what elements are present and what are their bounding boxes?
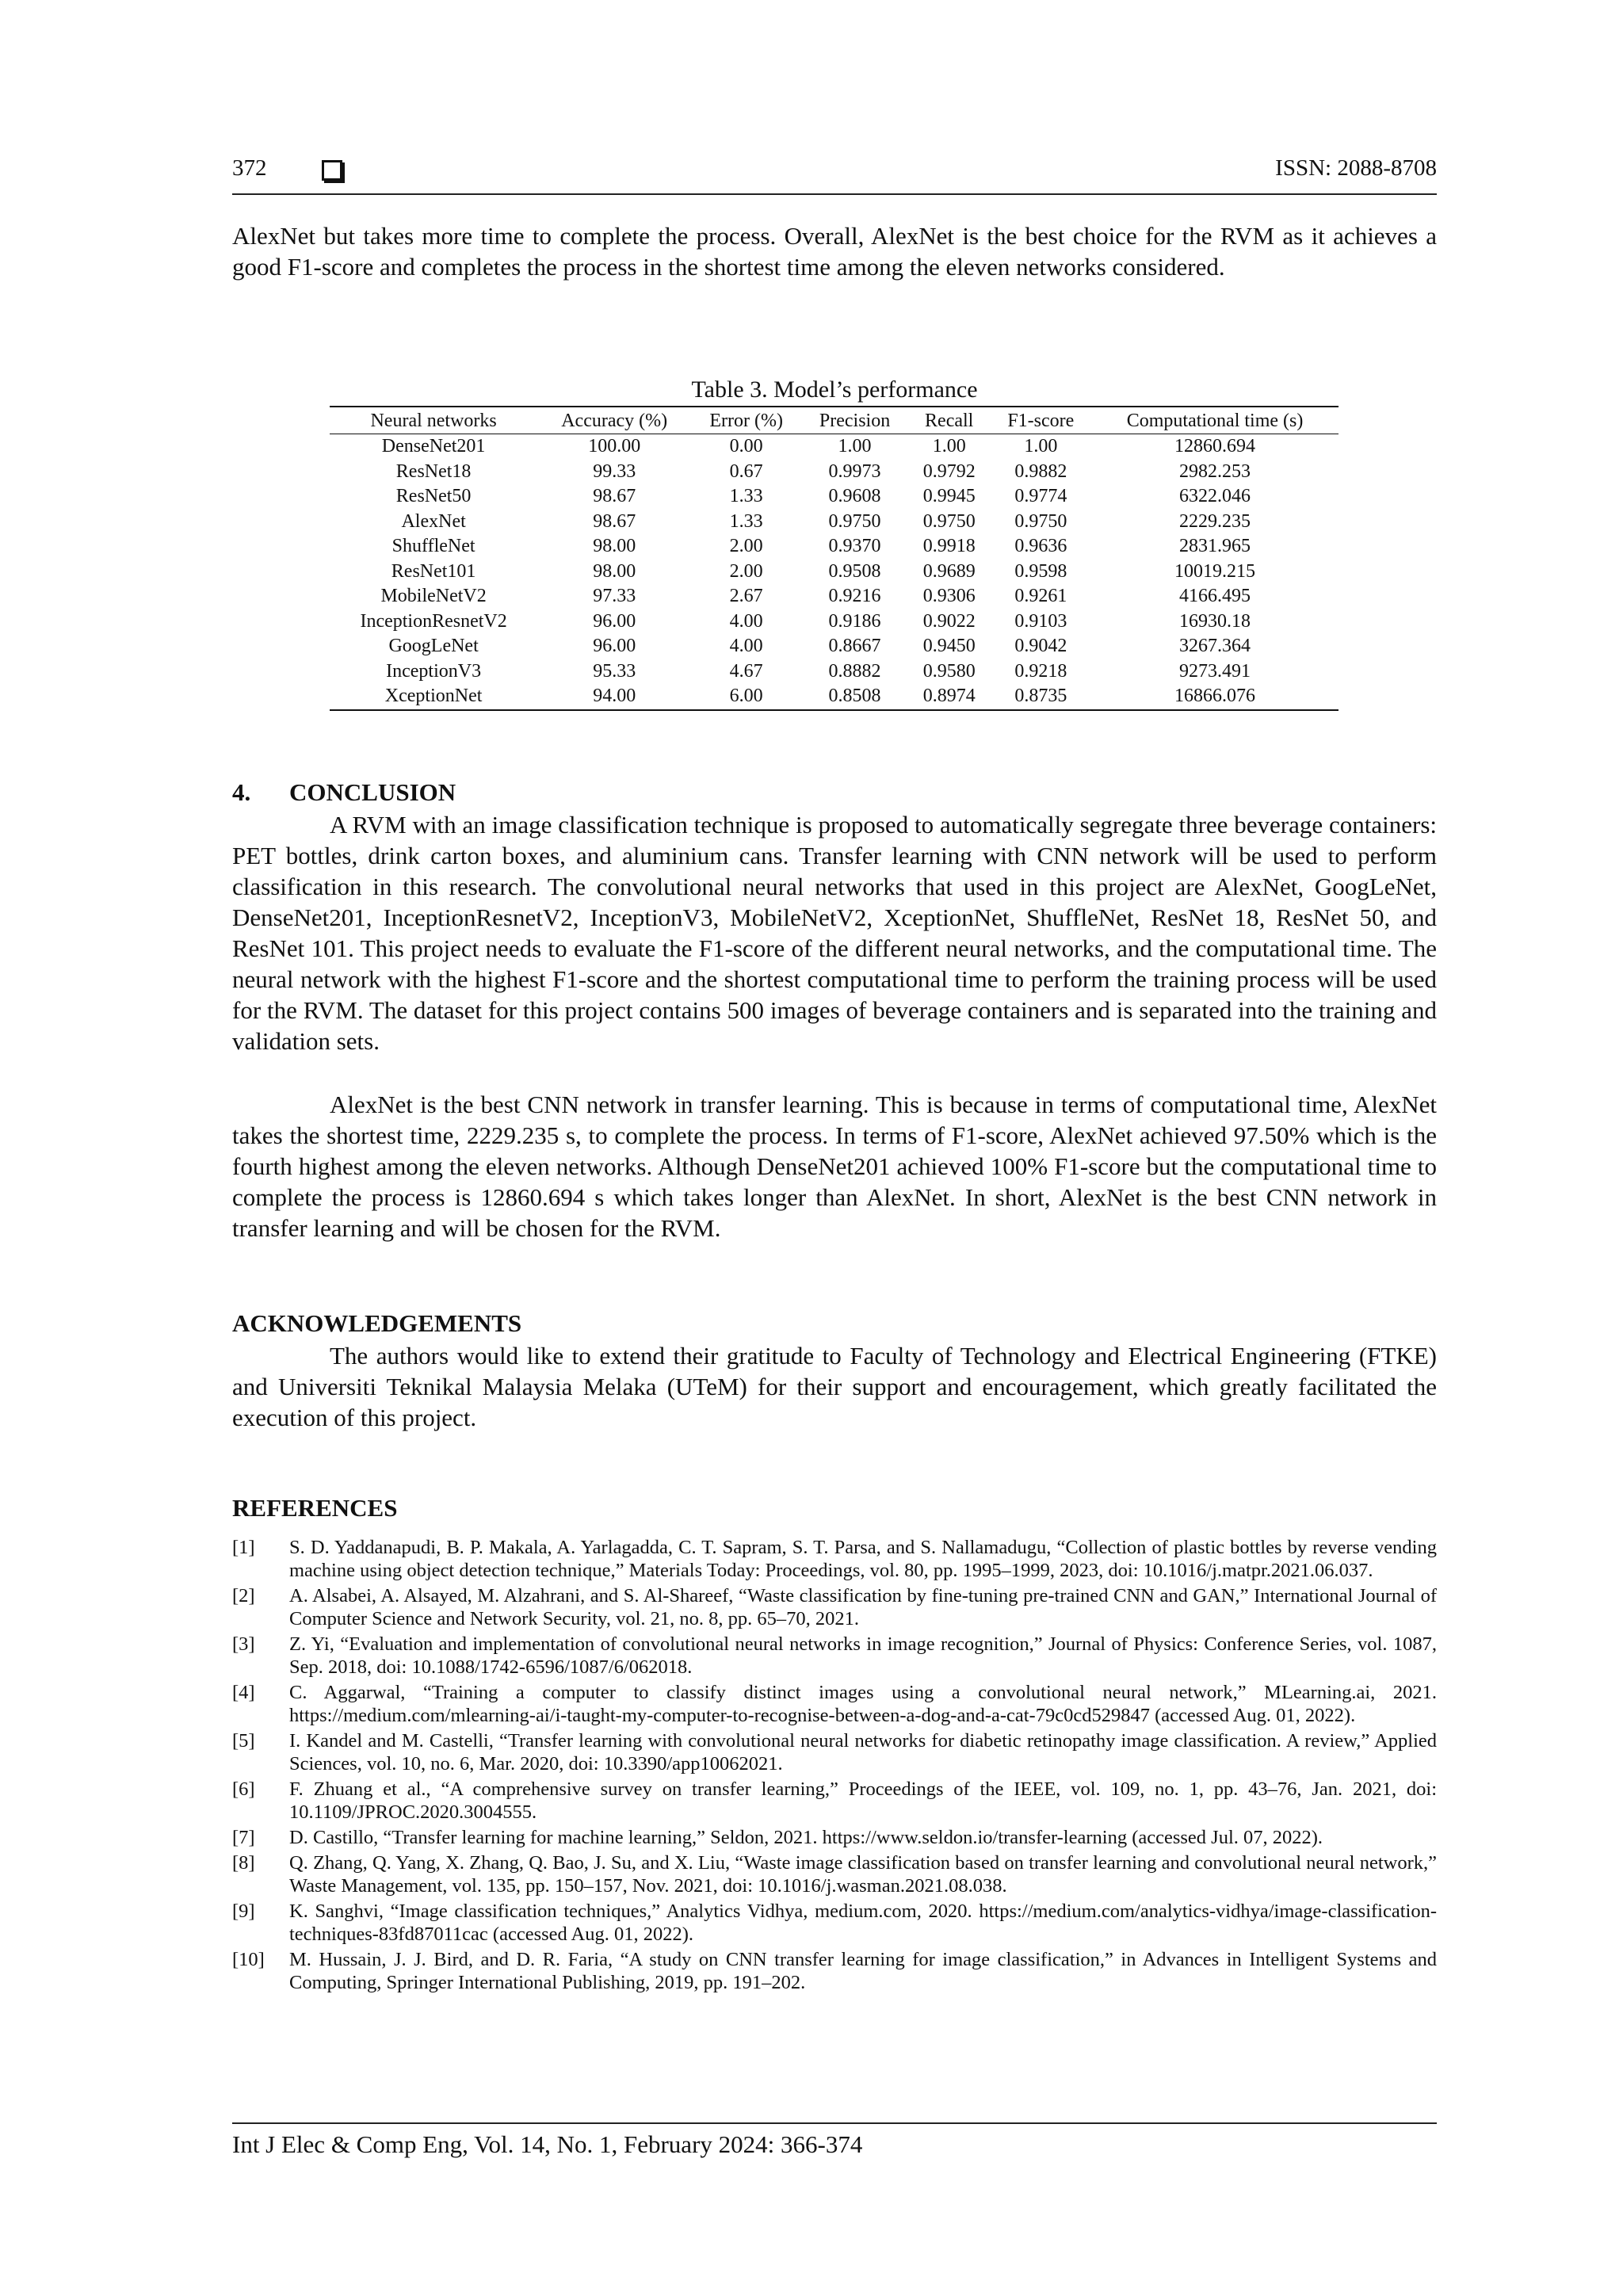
table-cell: MobileNetV2 <box>380 586 487 606</box>
reference-item <box>232 1778 1437 1824</box>
table-cell: 4166.495 <box>1179 586 1251 606</box>
table-row <box>330 634 1338 659</box>
reference-item <box>232 1900 1437 1946</box>
table-cell: DenseNet201 <box>381 436 486 457</box>
reference-text: I. Kandel and M. Castelli, “Transfer learning with convolutional neural networks for diabetic retinopathy image classification. A review,” Applied Sciences, vol. 10, no. 6, Mar. 2020, doi: 10.3390/app10062021. <box>289 1730 1437 1775</box>
table-cell: 96.00 <box>593 636 636 656</box>
reference-text: F. Zhuang et al., “A comprehensive survey on transfer learning,” Proceedings of the IEEE, vol. 109, no. 1, pp. 43–76, Jan. 2021, doi: 10.1109/JPROC.2020.3004555. <box>289 1778 1437 1823</box>
column-header: Accuracy (%) <box>537 407 691 434</box>
page-footer: Int J Elec & Comp Eng, Vol. 14, No. 1, February 2024: 366-374 <box>232 2122 1437 2159</box>
table-cell: 1.33 <box>729 510 763 532</box>
table-cell: 0.8974 <box>908 684 991 710</box>
table-cell: 6322.046 <box>1179 486 1251 506</box>
reference-text: S. D. Yaddanapudi, B. P. Makala, A. Yarlagadda, C. T. Sapram, S. T. Parsa, and S. Nallamadugu, “Collection of plastic bottles by reverse vending machine using object detection technique,” Materials Today: Proceedings, vol. 80, pp. 1995–1999, 2023, doi: 10.1016/j.matpr.2021.06.037. <box>289 1537 1437 1581</box>
table-cell: 4.00 <box>729 610 763 632</box>
table-row <box>330 560 1338 585</box>
table-cell: InceptionV3 <box>386 660 482 682</box>
table-cell: 0.9218 <box>1014 660 1067 682</box>
table-row <box>330 460 1338 485</box>
acknowledgements-paragraph: The authors would like to extend their gratitude to Faculty of Technology and Electrical Engineering (FTKE) and Universiti Teknikal Malaysia Melaka (UTeM) for their support and encouragement, which greatly facilitated the execution of this project. <box>232 1342 1437 1431</box>
table-header-row <box>330 407 1338 434</box>
reference-number: [1] <box>232 1537 255 1558</box>
table-row <box>330 584 1338 609</box>
table-cell: ResNet18 <box>395 460 472 482</box>
table-row <box>330 684 1338 710</box>
table-cell: 97.33 <box>593 586 636 606</box>
table-cell: 0.9216 <box>828 586 881 606</box>
section-title: CONCLUSION <box>289 778 456 806</box>
conclusion-paragraph-2: AlexNet is the best CNN network in transfer learning. This is because in terms of computational time, AlexNet takes the shortest time, 2229.235 s, to complete the process. In terms of F1-score, AlexNet achieved 97.50% which is the fourth highest among the eleven networks. Although DenseNet201 achieved 100% F1-score but the computational time to complete the process is 12860.694 s which takes longer than AlexNet. In short, AlexNet is the best CNN network in transfer learning and will be chosen for the RVM. <box>232 1091 1437 1242</box>
table-row <box>330 510 1338 535</box>
reference-text: M. Hussain, J. J. Bird, and D. R. Faria, “A study on CNN transfer learning for image classification,” in Advances in Intelligent Systems and Computing, Springer International Publishing, 2019, pp. 191–202. <box>289 1949 1437 1993</box>
references-heading: REFERENCES <box>232 1494 398 1522</box>
table-cell: 0.9750 <box>828 510 881 532</box>
table-cell: ResNet50 <box>395 486 472 506</box>
table-cell: 0.9580 <box>922 660 976 682</box>
table-cell: 4.67 <box>729 660 763 682</box>
table-cell: ResNet101 <box>391 560 476 582</box>
table-caption: Table 3. Model’s performance <box>691 376 978 403</box>
table-cell: InceptionResnetV2 <box>360 610 507 632</box>
table-cell: 0.9882 <box>1014 460 1067 482</box>
reference-text: Z. Yi, “Evaluation and implementation of convolutional neural networks in image recognition,” Journal of Physics: Conference Series, vol. 1087, Sep. 2018, doi: 10.1088/1742-6596/1087/6/062018. <box>289 1633 1437 1678</box>
conclusion-heading <box>232 778 456 807</box>
table-cell: 0.9750 <box>1014 510 1067 532</box>
table-cell: 98.67 <box>593 486 636 506</box>
table-cell: 0.9918 <box>922 536 976 556</box>
reference-text: C. Aggarwal, “Training a computer to classify distinct images using a convolutional neural network,” MLearning.ai, 2021. https://medium.com/mlearning-ai/i-taught-my-computer-to-recognise-between-a-dog-and-a-cat-79c0cd529847 (accessed Aug. 01, 2022). <box>289 1682 1437 1726</box>
page-header <box>232 155 1437 195</box>
table-cell: 1.00 <box>932 436 966 457</box>
reference-text: K. Sanghvi, “Image classification techniques,” Analytics Vidhya, medium.com, 2020. https://medium.com/analytics-vidhya/image-classification-techniques-83fd87011cac (accessed Aug. 01, 2022). <box>289 1901 1437 1945</box>
table-cell: 0.9370 <box>828 536 881 556</box>
performance-table <box>330 406 1338 711</box>
reference-item <box>232 1536 1437 1582</box>
table-cell: 0.9022 <box>922 610 976 632</box>
table-cell: 2.67 <box>729 586 763 606</box>
table-cell: AlexNet <box>401 510 466 532</box>
table-cell: 0.9792 <box>922 460 976 482</box>
reference-text: D. Castillo, “Transfer learning for machine learning,” Seldon, 2021. https://www.seldon.io/transfer-learning (accessed Jul. 07, 2022). <box>289 1827 1323 1848</box>
reference-number: [3] <box>232 1633 255 1655</box>
reference-number: [6] <box>232 1778 255 1800</box>
table-cell: 0.9306 <box>922 586 976 606</box>
table-cell: 0.9103 <box>1014 610 1067 632</box>
table-cell: 0.67 <box>729 460 763 482</box>
reference-item <box>232 1826 1437 1849</box>
table-cell: 16866.076 <box>1091 684 1338 710</box>
table-cell: 0.9636 <box>1014 536 1067 556</box>
reference-item <box>232 1729 1437 1775</box>
table-cell: 0.9689 <box>922 560 976 582</box>
table-cell: 0.8508 <box>801 684 908 710</box>
table-cell: 98.67 <box>593 510 636 532</box>
reference-item <box>232 1633 1437 1679</box>
table-cell: 95.33 <box>593 660 636 682</box>
reference-text: A. Alsabei, A. Alsayed, M. Alzahrani, and S. Al-Shareef, “Waste classification by fine-tuning pre-trained CNN and GAN,” International Journal of Computer Science and Network Security, vol. 21, no. 8, pp. 65–70, 2021. <box>289 1585 1437 1629</box>
table-cell: 10019.215 <box>1174 560 1256 582</box>
column-header: F1-score <box>991 407 1092 434</box>
table-cell: 16930.18 <box>1179 610 1251 632</box>
section-number: 4. <box>232 778 251 806</box>
table-cell: 0.9750 <box>922 510 976 532</box>
table-cell: 0.9598 <box>1014 560 1067 582</box>
table-cell: 94.00 <box>537 684 691 710</box>
column-header: Recall <box>908 407 991 434</box>
acknowledgements-heading: ACKNOWLEDGEMENTS <box>232 1309 522 1337</box>
reference-item <box>232 1851 1437 1897</box>
table-cell: 100.00 <box>588 436 641 457</box>
table-cell: ShuffleNet <box>391 536 475 556</box>
table-cell: 0.9261 <box>1014 586 1067 606</box>
reference-item <box>232 1948 1437 1994</box>
table-row <box>330 609 1338 635</box>
table-cell: 98.00 <box>593 560 636 582</box>
table-row <box>330 659 1338 685</box>
table-cell: 0.9973 <box>828 460 881 482</box>
table-cell: 1.00 <box>1024 436 1058 457</box>
table-cell: 2.00 <box>729 560 763 582</box>
column-header: Neural networks <box>330 407 537 434</box>
issn: ISSN: 2088-8708 <box>1275 155 1437 181</box>
table-row <box>330 434 1338 460</box>
column-header: Precision <box>801 407 908 434</box>
reference-number: [2] <box>232 1585 255 1606</box>
reference-number: [9] <box>232 1901 255 1922</box>
reference-number: [10] <box>232 1949 265 1970</box>
reference-list <box>232 1536 1437 1996</box>
table-cell: 0.8735 <box>991 684 1092 710</box>
table-cell: 9273.491 <box>1179 660 1251 682</box>
conclusion-paragraph-1: A RVM with an image classification technique is proposed to automatically segregate three beverage containers: PET bottles, drink carton boxes, and aluminium cans. Transfer learning with CNN network will be used to perform classification in this research. The convolutional neural networks that used in this project are AlexNet, GoogLeNet, DenseNet201, InceptionResnetV2, InceptionV3, MobileNetV2, XceptionNet, ShuffleNet, ResNet 18, ResNet 50, and ResNet 101. This project needs to evaluate the F1-score of the different neural networks, and the computational time. The neural network with the highest F1-score and the shortest computational time to perform the training process will be used for the RVM. The dataset for this project contains 500 images of beverage containers and is separated into the training and validation sets. <box>232 811 1437 1055</box>
table-cell: 4.00 <box>729 636 763 656</box>
reference-item <box>232 1681 1437 1727</box>
table-cell: 96.00 <box>593 610 636 632</box>
reference-number: [4] <box>232 1682 255 1703</box>
table-cell: 12860.694 <box>1174 436 1256 457</box>
table-cell: 1.00 <box>838 436 872 457</box>
table-row <box>330 484 1338 510</box>
page-number: 372 <box>232 155 267 181</box>
column-header: Computational time (s) <box>1091 407 1338 434</box>
table-cell: 98.00 <box>593 536 636 556</box>
table-cell: 0.9508 <box>828 560 881 582</box>
table-cell: GoogLeNet <box>388 636 479 656</box>
table-cell: XceptionNet <box>330 684 537 710</box>
table-row <box>330 534 1338 560</box>
table-cell: 3267.364 <box>1179 636 1251 656</box>
table-cell: 0.9608 <box>828 486 881 506</box>
table-cell: 0.00 <box>729 436 763 457</box>
intro-paragraph: AlexNet but takes more time to complete the process. Overall, AlexNet is the best choice for the RVM as it achieves a good F1-score and completes the process in the shortest time among the eleven networks considered. <box>232 222 1437 281</box>
reference-item <box>232 1584 1437 1630</box>
table-cell: 1.33 <box>729 486 763 506</box>
square-bullet-icon <box>322 160 342 181</box>
table-cell: 0.8667 <box>828 636 881 656</box>
table-cell: 0.9774 <box>1014 486 1067 506</box>
table-cell: 2831.965 <box>1179 536 1251 556</box>
reference-number: [8] <box>232 1852 255 1874</box>
table-cell: 6.00 <box>691 684 801 710</box>
column-header: Error (%) <box>691 407 801 434</box>
reference-number: [7] <box>232 1827 255 1848</box>
table-cell: 2.00 <box>729 536 763 556</box>
table-cell: 0.9186 <box>828 610 881 632</box>
reference-text: Q. Zhang, Q. Yang, X. Zhang, Q. Bao, J. Su, and X. Liu, “Waste image classification based on transfer learning and convolutional neural network,” Waste Management, vol. 135, pp. 150–157, Nov. 2021, doi: 10.1016/j.wasman.2021.08.038. <box>289 1852 1437 1897</box>
table-cell: 0.9450 <box>922 636 976 656</box>
table-cell: 99.33 <box>593 460 636 482</box>
table-cell: 0.9042 <box>1014 636 1067 656</box>
table-cell: 2982.253 <box>1179 460 1251 482</box>
table-cell: 0.9945 <box>922 486 976 506</box>
table-cell: 0.8882 <box>828 660 881 682</box>
reference-number: [5] <box>232 1730 255 1752</box>
table-cell: 2229.235 <box>1179 510 1251 532</box>
